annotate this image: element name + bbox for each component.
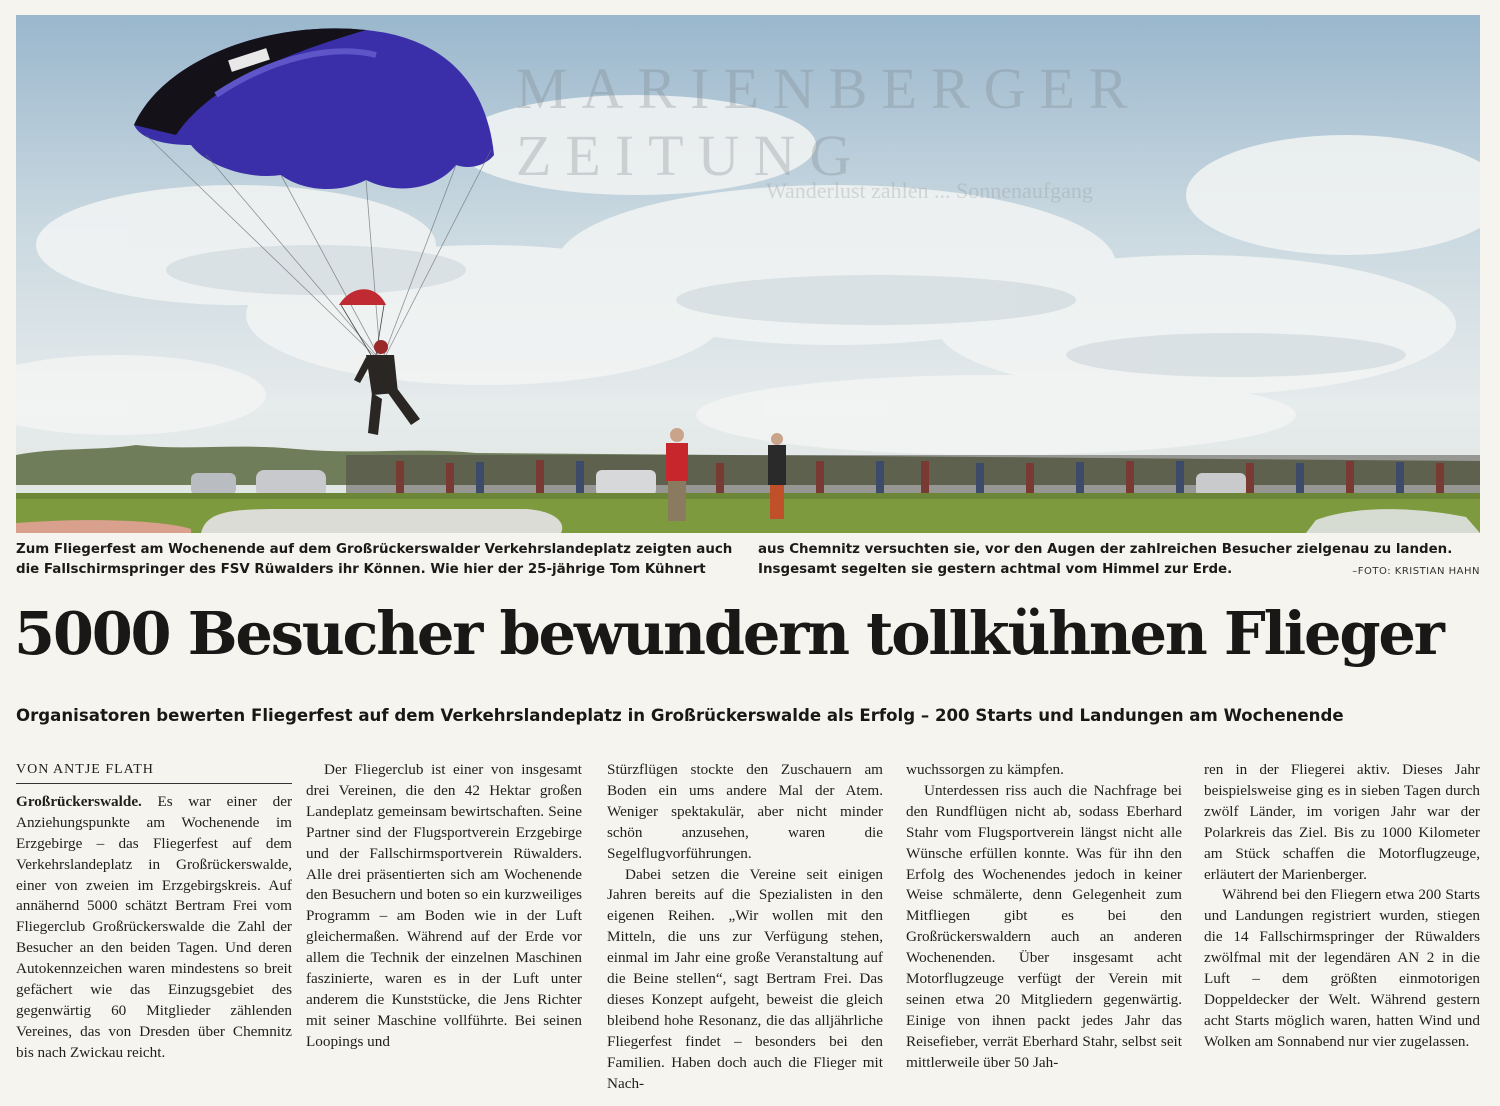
paragraph: Unterdessen riss auch die Nachfrage bei den Rundflügen nicht ab, sodass Eberhard Stahr vom Flugsportverein längst nicht alle Wünsche erfüllen konnte. Was für ihn den Erfolg des Wochenendes jedoch in keiner Weise schmälerte, denn Gelegenheit zum Mitfliegen gibt es bei den Großrückerswaldern auch an anderen Wochenenden. Über insgesamt acht Motorflugzeuge verfügt der Verein mit seinen etwa 20 Mitgliedern gegenwärtig. Einige von ihnen packt jedes Jahr das Reisefieber, verrät Eberhard Stahr, selbst seit mittlerweile über 50 Jah- [906,781,1182,1071]
subheadline: Organisatoren bewerten Fliegerfest auf dem Verkehrslandeplatz in Großrückerswalde als Erfolg – 200 Starts und Landungen am Wochenende [16,706,1344,725]
paragraph: ren in der Fliegerei aktiv. Dieses Jahr beispielsweise ging es in sieben Tagen durch zwölf Länder, im vorigen Jahr war der Polarkreis das Ziel. Bis zu 1000 Kilometer am Stück schaffen die Motorflugzeuge, erläutert der Marienberger. [1204,761,1480,883]
byline: VON ANTJE FLATH [16,760,292,784]
newspaper-masthead: MARIENBERGER ZEITUNG [516,56,1142,188]
paragraph [16,792,292,1064]
paragraph: Der Fliegerclub ist einer von insgesamt drei Vereinen, die den 42 Hektar großen Landeplatz gemeinsam bewirtschaften. Seine Partner sind der Flugsportverein Erzgebirge und der Fallschirmsportverein Rüwalders. Alle drei präsentierten sich am Wochenende den Besuchern und boten so ein kurzweiliges Programm – am Boden wie in der Luft gleichermaßen. Während auf der Erde vor allem die Technik der einzelnen Maschinen faszinierte, waren es in der Luft unter anderem die Kunststücke, die Jens Richter mit seiner Maschine vollführte. Bei seinen Loopings und [306,761,582,1050]
article-column-5 [1204,760,1480,1053]
paragraph: Dabei setzen die Vereine seit einigen Jahren bereits auf die Spezialisten in den eigenen Reihen. „Wir wollen mit den Mitteln, die uns zur Verfügung stehen, einmal im Jahr eine große Veranstaltung auf die Beine stellen“, sagt Bertram Frei. Das dieses Konzept aufgeht, beweist die gleich bleibend hohe Resonanz, die das alljährliche Fliegerfest findet – besonders bei den Familien. Haben doch auch die Flieger mit Nach- [607,865,883,1092]
paragraph-text: Es war einer der Anziehungspunkte am Wochenende im Erzgebirge – das Fliegerfest auf dem Verkehrslandeplatz in Großrückerswalde, einer von zweien im Erzgebirgskreis. Auf annähernd 5000 schätzt Bertram Frei vom Fliegerclub Großrückerswalde die Zahl der Besucher an den beiden Tagen. Und deren Autokennzeichen waren mindestens so breit gefächert wie das Einzugsgebiet des gegenwärtig 60 Mitglieder zählenden Vereines, das von Dresden über Chemnitz bis nach Zwickau reicht. [16,792,292,1061]
article-column-3 [607,760,883,1095]
headline: 5000 Besucher bewundern tollkühnen Flieger [14,599,1443,668]
article-column-1 [16,760,292,1064]
dateline-place: Großrückerswalde. [16,792,142,810]
article-column-4 [906,760,1182,1074]
photo-credit: –FOTO: KRISTIAN HAHN [1352,566,1480,577]
photo-caption-right: aus Chemnitz versuchten sie, vor den Augen der zahlreichen Besucher zielgenau zu landen. Insgesamt segelten sie gestern achtmal vom Himmel zur Erde. [758,542,1453,577]
paragraph: Während bei den Fliegern etwa 200 Starts und Landungen registriert wurden, stiegen die 14 Fallschirmspringer der Rüwalders zwölfmal mit der legendären AN 2 in die Luft – dem größten einmotorigen Doppeldecker der Welt. Während gestern acht Starts möglich waren, hatten Wind und Wolken am Sonnabend nur vier zugelassen. [1204,886,1480,1050]
bleedthrough-text: Wanderlust zahlen ... Sonnenaufgang [766,178,1093,203]
article-column-2 [306,760,582,1053]
paragraph: wuchssorgen zu kämpfen. [906,761,1064,778]
paragraph: Stürzflügen stockte den Zuschauern am Boden ein ums andere Mal der Atem. Weniger spektakulär, aber nicht minder schön anzusehen, waren die Segelflugvorführungen. [607,761,883,862]
photo-caption-left: Zum Fliegerfest am Wochenende auf dem Großrückerswalder Verkehrslandeplatz zeigten auch die Fallschirmspringer des FSV Rüwalders ihr Können. Wie hier der 25-jährige Tom Kühnert [16,542,733,577]
article-photo [16,15,1480,533]
